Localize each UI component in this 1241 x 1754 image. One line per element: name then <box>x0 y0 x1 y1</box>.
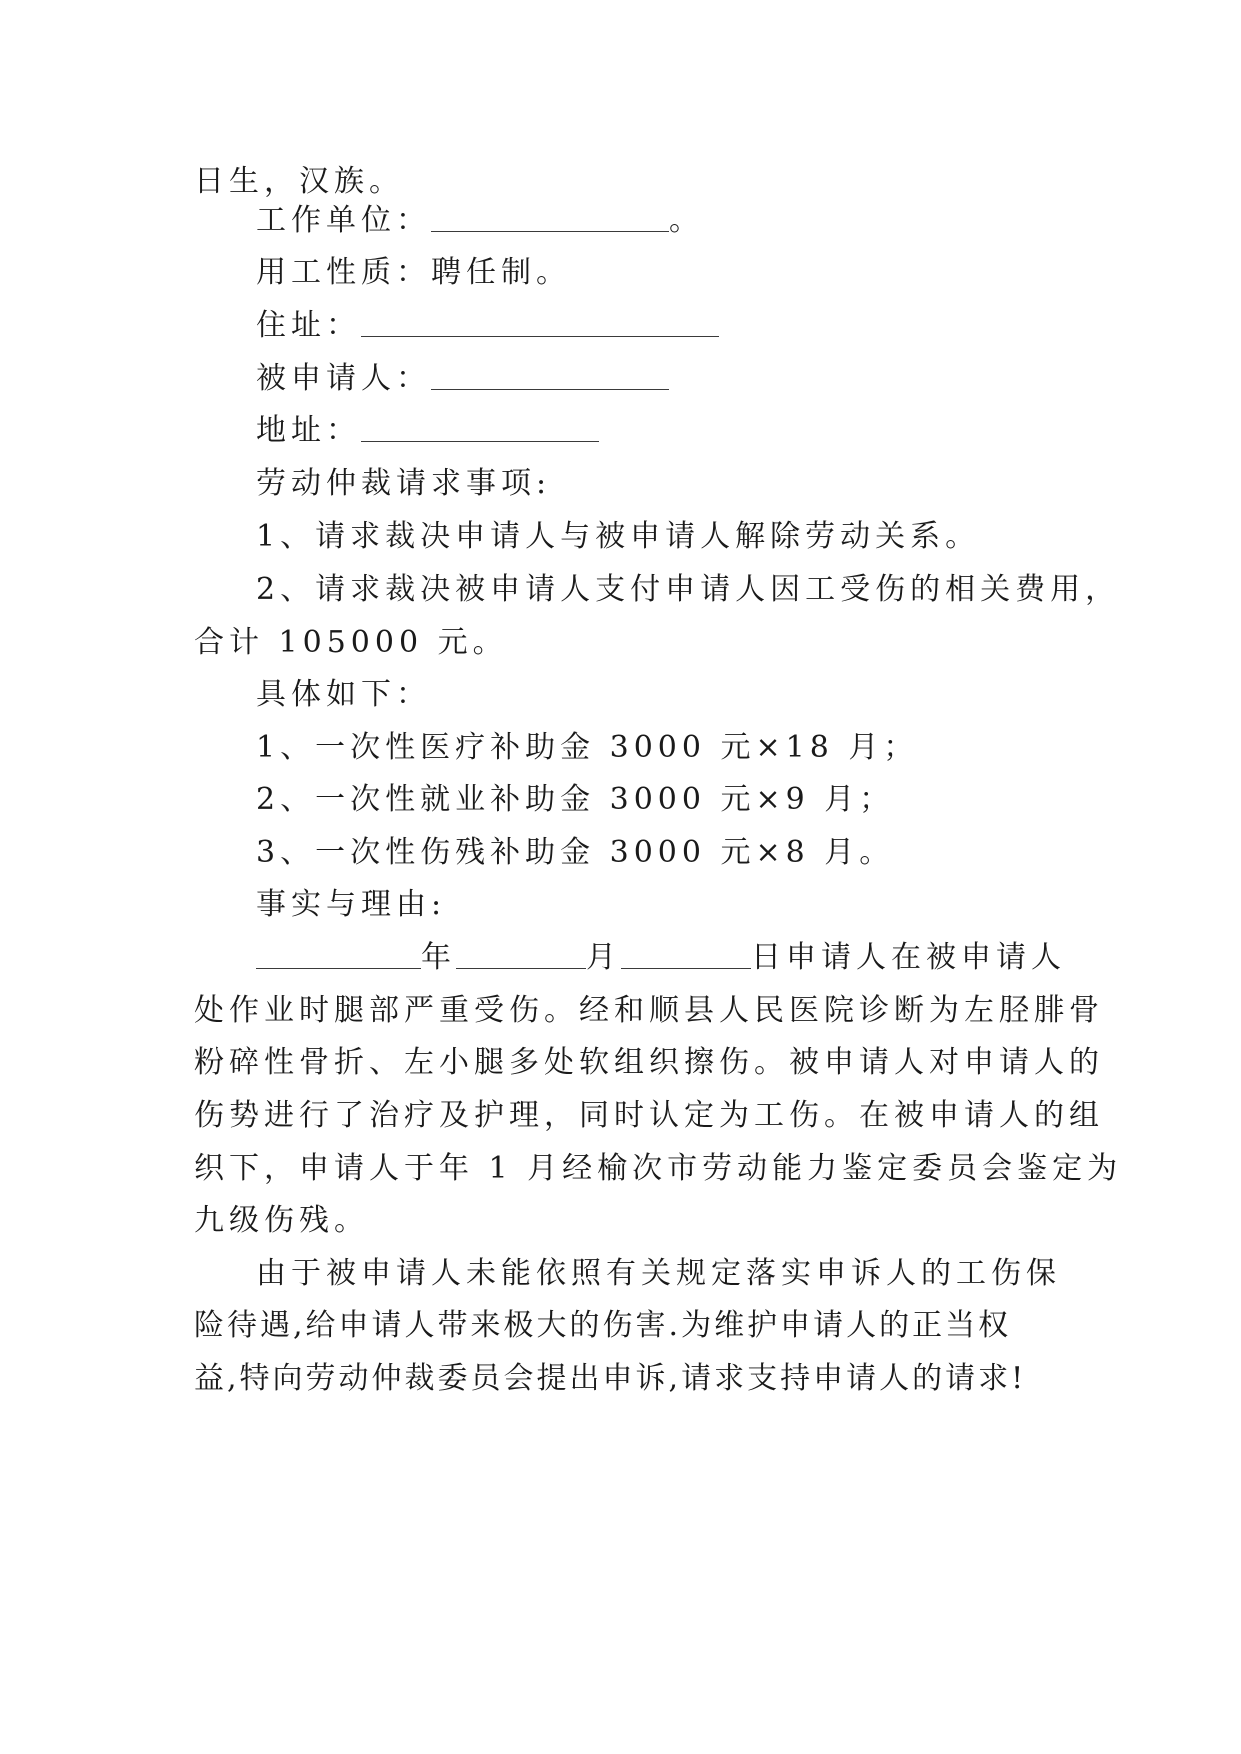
blank-month <box>456 934 586 969</box>
field-respondent-address <box>256 402 599 460</box>
punct: 。 <box>669 203 704 238</box>
text-facts-2: 粉碎性骨折、左小腿多处软组织擦伤。被申请人对申请人的 <box>194 1045 1104 1080</box>
text-line <box>194 982 1104 1040</box>
heading-details <box>256 666 431 724</box>
heading-facts <box>256 876 446 934</box>
text-request-1: 1、请求裁决申请人与被申请人解除劳动关系。 <box>256 519 981 554</box>
heading-requests <box>256 455 551 513</box>
blank-address <box>361 302 719 337</box>
date-line <box>256 929 1066 987</box>
text-total: 合计 105000 元。 <box>194 625 508 660</box>
detail-item <box>256 824 894 882</box>
text-detail-1: 1、一次性医疗补助金 3000 元×18 月； <box>256 730 919 765</box>
text-heading-requests: 劳动仲裁请求事项: <box>256 466 552 501</box>
text-line <box>194 1297 1011 1355</box>
field-address <box>256 297 719 355</box>
detail-item <box>256 719 918 777</box>
text-line <box>194 1034 1104 1092</box>
text-facts-5: 九级伤残。 <box>194 1203 369 1238</box>
label-work-unit: 工作单位： <box>256 203 431 238</box>
request-item <box>256 561 1120 619</box>
text-facts-1: 处作业时腿部严重受伤。经和顺县人民医院诊断为左胫腓骨 <box>194 993 1104 1028</box>
blank-respondent-address <box>361 407 599 442</box>
text-line <box>194 1087 1104 1145</box>
text-date-rest: 日申请人在被申请人 <box>751 940 1066 975</box>
text-reason-3: 益,特向劳动仲裁委员会提出申诉,请求支持申请人的请求! <box>194 1361 1027 1396</box>
blank-respondent <box>431 355 669 390</box>
text-facts-3: 伤势进行了治疗及护理，同时认定为工伤。在被申请人的组 <box>194 1098 1104 1133</box>
label-address: 住址： <box>256 308 361 343</box>
text-detail-2: 2、一次性就业补助金 3000 元×9 月； <box>256 782 895 817</box>
text-line <box>194 1192 369 1250</box>
text-reason-1: 由于被申请人未能依照有关规定落实申诉人的工伤保 <box>256 1256 1061 1291</box>
text-facts-4: 织下，申请人于年 1 月经榆次市劳动能力鉴定委员会鉴定为 <box>194 1151 1123 1186</box>
text-line <box>194 614 508 672</box>
text-heading-facts: 事实与理由: <box>256 887 447 922</box>
text-birth-ethnicity: 日生，汉族。 <box>194 164 404 199</box>
label-month: 月 <box>586 940 621 975</box>
label-respondent: 被申请人： <box>256 361 431 396</box>
label-respondent-address: 地址： <box>256 413 361 448</box>
text-line <box>194 1140 1122 1198</box>
blank-day <box>621 934 751 969</box>
field-respondent <box>256 350 669 408</box>
request-item <box>256 508 980 566</box>
text-employment-type: 用工性质：聘任制。 <box>256 255 571 290</box>
text-heading-details: 具体如下： <box>256 677 431 712</box>
field-work-unit <box>256 192 704 250</box>
text-line <box>194 1350 1026 1408</box>
text-request-2: 2、请求裁决被申请人支付申请人因工受伤的相关费用， <box>256 572 1121 607</box>
blank-work-unit <box>431 197 669 232</box>
text-detail-3: 3、一次性伤残补助金 3000 元×8 月。 <box>256 835 895 870</box>
detail-item <box>256 771 894 829</box>
label-year: 年 <box>421 940 456 975</box>
blank-year <box>256 934 421 969</box>
field-employment-type <box>256 244 571 302</box>
text-reason-2: 险待遇,给申请人带来极大的伤害.为维护申请人的正当权 <box>194 1308 1012 1343</box>
text-line <box>256 1245 1061 1303</box>
